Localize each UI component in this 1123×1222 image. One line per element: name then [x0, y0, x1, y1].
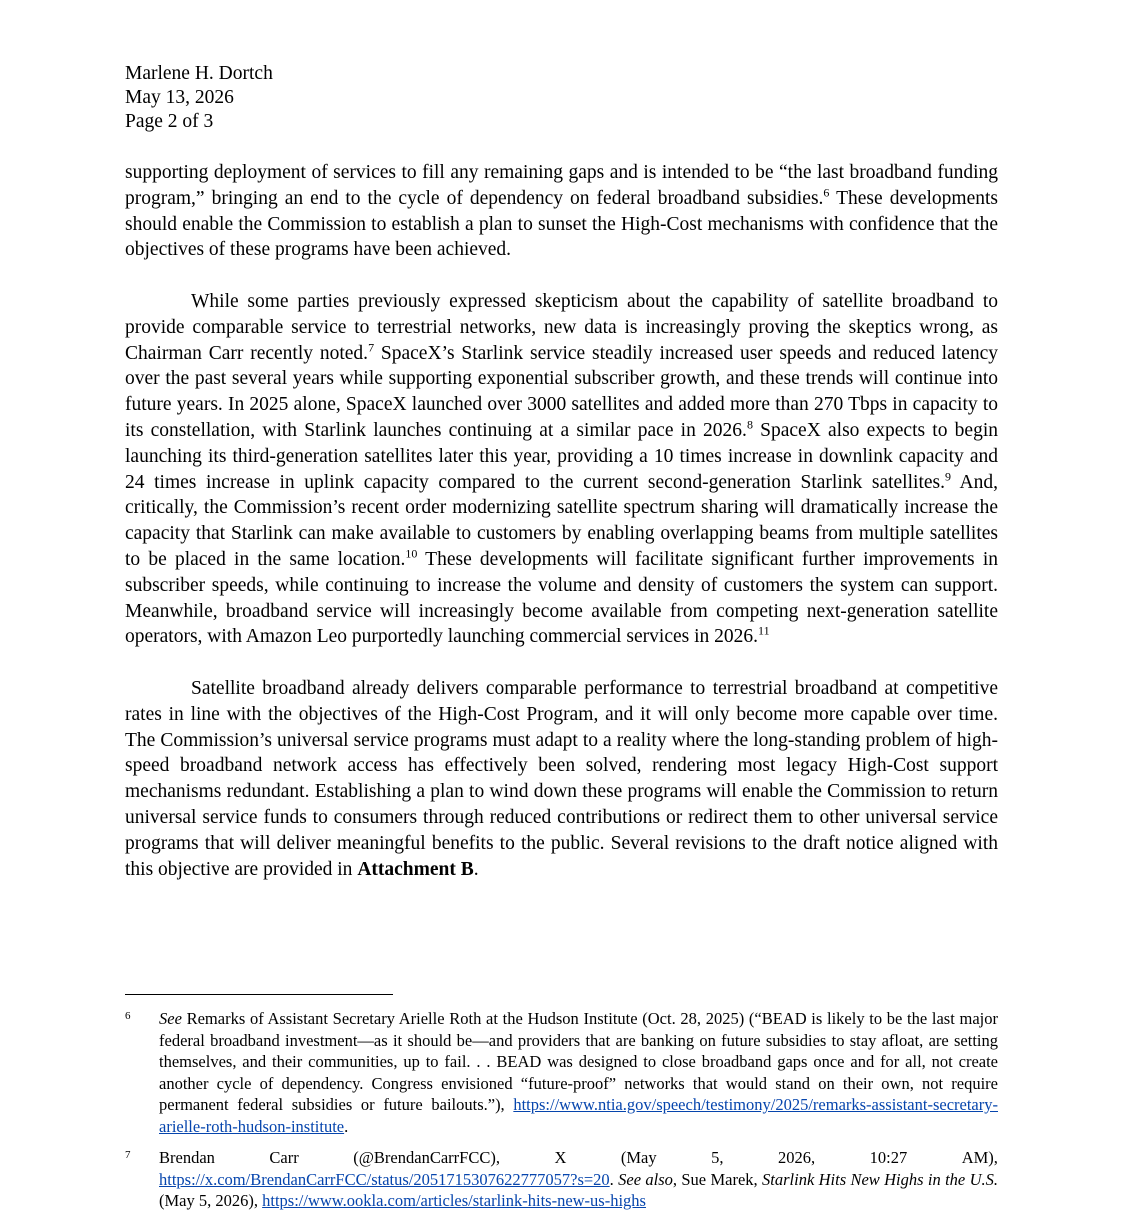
footnote-7-rest: https://x.com/BrendanCarrFCC/status/2051715307622777057?s=20. See also, Sue Marek, Starlink Hits New Highs in the U.S. (May 5, 2026), https://www.ookla.com/articles/starlink-hits-new-us-highs — [159, 1169, 999, 1210]
attachment-reference: Attachment B — [357, 858, 474, 880]
footnote-7-first-line: Brendan Carr (@BrendanCarrFCC), X (May 5, 2026, 10:27 AM), — [159, 1148, 998, 1167]
paragraph-2: While some parties previously expressed skepticism about the capability of satellite broadband to provide comparable service to terrestrial networks, new data is increasingly proving the skeptics wrong, as Chairman Carr recently noted.$^7$ SpaceX’s Starlink service steadily increased user speeds and reduced latency over the past several years while supporting exponential subscriber growth, and these trends will continue into future years. In 2025 alone, SpaceX launched over 3000 satellites and added more than 270 Tbps in capacity to its constellation, with Starlink launches continuing at a similar pace in 2026.$^8$ SpaceX also expects to begin launching its third-generation satellites later this year, providing a 10 times increase in downlink capacity and 24 times increase in uplink capacity compared to the current second-generation Starlink satellites.$^9$ And, critically, the Commission’s recent order modernizing satellite spectrum sharing will dramatically increase the capacity that Starlink can make available to customers by enabling overlapping beams from multiple satellites to be placed in the same location.$^{10}$ These developments will facilitate significant further improvements in subscriber speeds, while continuing to increase the volume and density of customers the system can support. Meanwhile, broadband service will increasingly become available from competing next-generation satellite operators, with Amazon Leo purportedly launching commercial services in 2026.11 — [125, 290, 999, 648]
ookla-article-link[interactable]: https://www.ookla.com/articles/starlink-hits-new-us-highs — [262, 1191, 646, 1210]
recipient-name: Marlene H. Dortch — [125, 63, 273, 84]
footnote-ref-10[interactable]: 10 — [405, 546, 418, 561]
footnote-ref-6[interactable]: 6 — [823, 185, 830, 200]
footnote-text — [159, 1147, 998, 1212]
footnote-text: See Remarks of Assistant Secretary Arielle Roth at the Hudson Institute (Oct. 28, 2025) (“BEAD is likely to be the last major federal broadband investment—as it should be—and providers that are banking on future subsidies to stay afloat, are setting themselves, and their communities, up to fail. . . BEAD was designed to close broadband gaps once and for all, not create another cycle of dependency. Congress envisioned “future-proof” networks that would stand on their own, not require permanent federal subsidies or future bailouts.”), https://www.ntia.gov/speech/testimony/2025/remarks-assistant-secretary-arielle-roth-hudson-institute. — [159, 1009, 998, 1136]
paragraph-3: Satellite broadband already delivers comparable performance to terrestrial broadband at competitive rates in line with the objectives of the High-Cost Program, and it will only become more capable over time. The Commission’s universal service programs must adapt to a reality where the long-standing problem of high-speed broadband network access has effectively been solved, rendering most legacy High-Cost support mechanisms redundant. Establishing a plan to wind down these programs will enable the Commission to return universal service funds to consumers through reduced contributions or redirect them to other universal service programs that will deliver meaningful benefits to the public. Several revisions to the draft notice aligned with this objective are provided in Attachment B. — [125, 677, 998, 880]
ntia-speech-link[interactable]: https://www.ntia.gov/speech/testimony/2025/remarks-assistant-secretary-arielle-roth-hudson-institute — [159, 1095, 998, 1136]
page-number: Page 2 of 3 — [125, 111, 214, 132]
footnote-ref-11[interactable]: 11 — [758, 623, 770, 638]
footnotes — [125, 1008, 998, 1222]
footnote-6 — [125, 1008, 998, 1137]
letter-header — [125, 62, 273, 134]
footnote-ref-7[interactable]: 7 — [368, 340, 375, 355]
letter-body — [125, 160, 998, 908]
x-post-link[interactable]: https://x.com/BrendanCarrFCC/status/2051715307622777057?s=20 — [159, 1169, 610, 1189]
letter-date: May 13, 2026 — [125, 87, 234, 108]
footnote-separator — [125, 994, 393, 995]
footnote-7 — [125, 1147, 998, 1212]
footnote-ref-8[interactable]: 8 — [746, 417, 753, 432]
footnote-number: 7 — [125, 1149, 131, 1161]
footnote-number: 6 — [125, 1010, 131, 1022]
footnote-ref-9[interactable]: 9 — [944, 469, 951, 484]
paragraph-1: supporting deployment of services to fill any remaining gaps and is intended to be “the last broadband funding program,” bringing an end to the cycle of dependency on federal broadband subsidies.$^6$ These developments should enable the Commission to establish a plan to sunset the High-Cost mechanisms with confidence that the objectives of these programs have been achieved. — [125, 162, 999, 261]
